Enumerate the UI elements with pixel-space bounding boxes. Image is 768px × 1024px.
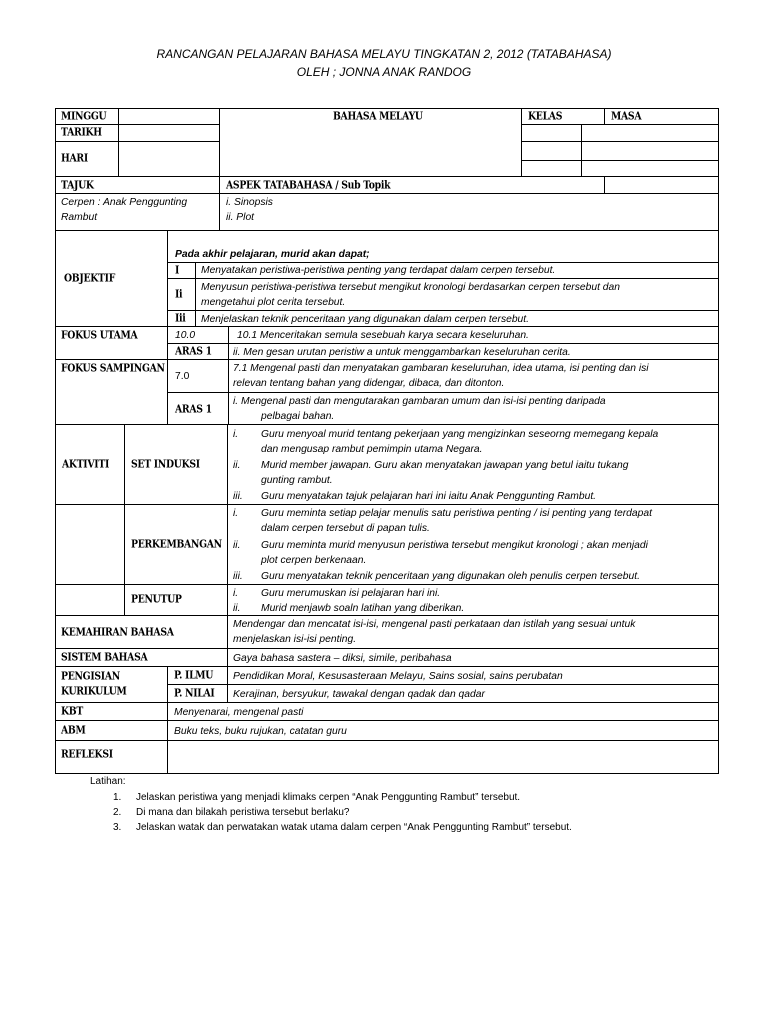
label-kbt: KBT — [61, 704, 83, 719]
latihan-num-1: 1. — [113, 792, 122, 803]
label-minggu: MINGGU — [61, 109, 107, 124]
perkembangan-2b: plot cerpen berkenaan. — [261, 555, 367, 566]
objektif-text-1: Menyatakan peristiwa-peristiwa penting yang terdapat dalam cerpen tersebut. — [201, 265, 556, 276]
label-kelas: KELAS — [528, 109, 563, 124]
fokus-utama-aras: ii. Men gesan urutan peristiw a untuk menggambarkan keseluruhan cerita. — [233, 347, 571, 358]
subtopik-1: i. Sinopsis — [226, 197, 273, 208]
label-fokus-utama: FOKUS UTAMA — [61, 328, 138, 343]
label-perkembangan: PERKEMBANGAN — [131, 537, 222, 552]
p-ilmu-value: Pendidikan Moral, Kesusasteraan Melayu, Sains sosial, sains perubatan — [233, 671, 563, 682]
label-tarikh: TARIKH — [61, 125, 102, 140]
label-aktiviti: AKTIVITI — [62, 457, 109, 472]
label-fokus-sampingan: FOKUS SAMPINGAN — [61, 361, 165, 376]
objektif-num-1: I — [175, 263, 180, 278]
penutup-1: Guru merumuskan isi pelajaran hari ini. — [261, 588, 441, 599]
penutup-num-1: i. — [233, 588, 239, 599]
fokus-sampingan-aras-1: i. Mengenal pasti dan mengutarakan gambaran umum dan isi-isi penting daripada — [233, 396, 606, 407]
tajuk-line-2: Rambut — [61, 212, 98, 223]
latihan-title: Latihan: — [90, 776, 126, 787]
perkembangan-num-1: i. — [233, 508, 239, 519]
label-objektif: OBJEKTIF — [64, 271, 115, 286]
label-masa: MASA — [611, 109, 642, 124]
kemahiran-bahasa-1: Mendengar dan mencatat isi-isi, mengenal pasti perkataan dan istilah yang sesuai untuk — [233, 619, 636, 630]
label-hari: HARI — [61, 151, 88, 166]
objektif-num-2: Ii — [175, 287, 183, 302]
p-nilai-value: Kerajinan, bersyukur, tawakal dengan qadak dan qadar — [233, 689, 485, 700]
objektif-text-2a: Menyusun peristiwa-peristiwa tersebut mengikut kronologi berdasarkan cerpen tersebut dan — [201, 282, 620, 293]
perkembangan-1b: dalam cerpen tersebut di papan tulis. — [261, 523, 430, 534]
label-sistem-bahasa: SISTEM BAHASA — [61, 650, 148, 665]
abm-value: Buku teks, buku rujukan, catatan guru — [174, 726, 347, 737]
latihan-num-2: 2. — [113, 807, 122, 818]
objektif-intro: Pada akhir pelajaran, murid akan dapat; — [175, 249, 370, 260]
objektif-text-3: Menjelaskan teknik penceritaan yang digunakan dalam cerpen tersebut. — [201, 314, 529, 325]
label-p-ilmu: P. ILMU — [174, 668, 214, 683]
set-induksi-3a: Guru menyatakan tajuk pelajaran hari ini iaitu Anak Penggunting Rambut. — [261, 491, 597, 502]
kemahiran-bahasa-2: menjelaskan isi-isi penting. — [233, 634, 357, 645]
tajuk-line-1: Cerpen : Anak Penggunting — [61, 197, 188, 208]
label-set-induksi: SET INDUKSI — [131, 457, 200, 472]
document-title: RANCANGAN PELAJARAN BAHASA MELAYU TINGKATAN 2, 2012 (TATABAHASA) — [156, 47, 612, 61]
document-author: OLEH ; JONNA ANAK RANDOG — [296, 65, 472, 79]
penutup-2: Murid menjawb soaln latihan yang diberikan. — [261, 603, 465, 614]
sistem-bahasa-value: Gaya bahasa sastera – diksi, simile, peribahasa — [233, 653, 452, 664]
set-induksi-1b: dan mengusap rambut pemimpin utama Negara. — [261, 444, 483, 455]
fokus-sampingan-line-2: relevan tentang bahan yang didengar, dibaca, dan ditonton. — [233, 378, 505, 389]
label-refleksi: REFLEKSI — [61, 747, 113, 762]
perkembangan-num-2: ii. — [233, 540, 241, 551]
label-pengisian: PENGISIAN — [61, 669, 120, 684]
set-induksi-2b: gunting rambut. — [261, 475, 333, 486]
label-kemahiran-bahasa: KEMAHIRAN BAHASA — [61, 625, 174, 640]
kbt-value: Menyenarai, mengenal pasti — [174, 707, 304, 718]
label-tajuk: TAJUK — [61, 178, 94, 193]
latihan-item-2: Di mana dan bilakah peristiwa tersebut berlaku? — [136, 807, 350, 818]
label-kurikulum: KURIKULUM — [61, 684, 127, 699]
fokus-sampingan-aras-2: pelbagai bahan. — [261, 411, 335, 422]
set-induksi-num-3: iii. — [233, 491, 243, 502]
fokus-sampingan-line-1: 7.1 Mengenal pasti dan menyatakan gambaran keseluruhan, idea utama, isi penting dan isi — [233, 363, 649, 374]
label-abm: ABM — [61, 723, 86, 738]
latihan-num-3: 3. — [113, 822, 122, 833]
set-induksi-1a: Guru menyoal murid tentang pekerjaan yang mengizinkan seseorng memegang kepala — [261, 429, 659, 440]
label-penutup: PENUTUP — [131, 592, 182, 607]
perkembangan-3a: Guru menyatakan teknik penceritaan yang digunakan oleh penulis cerpen tersebut. — [261, 571, 640, 582]
label-aras-1-b: ARAS 1 — [175, 402, 212, 417]
label-aras-1-a: ARAS 1 — [175, 344, 212, 359]
set-induksi-num-2: ii. — [233, 460, 241, 471]
label-aspek-tatabahasa: ASPEK TATABAHASA / Sub Topik — [226, 178, 391, 193]
subtopik-2: ii. Plot — [226, 212, 255, 223]
fokus-utama-code: 10.0 — [175, 330, 196, 341]
set-induksi-2a: Murid member jawapan. Guru akan menyatakan jawapan yang betul iaitu tukang — [261, 460, 629, 471]
fokus-utama-text: 10.1 Menceritakan semula sesebuah karya secara keseluruhan. — [237, 330, 529, 341]
label-p-nilai: P. NILAI — [174, 686, 215, 701]
objektif-text-2b: mengetahui plot cerita tersebut. — [201, 297, 346, 308]
perkembangan-1a: Guru meminta setiap pelajar menulis satu peristiwa penting / isi penting yang terdapat — [261, 508, 652, 519]
latihan-item-1: Jelaskan peristiwa yang menjadi klimaks cerpen “Anak Penggunting Rambut” tersebut. — [136, 792, 521, 803]
latihan-item-3: Jelaskan watak dan perwatakan watak utama dalam cerpen “Anak Penggunting Rambut” tersebut. — [136, 822, 572, 833]
perkembangan-num-3: iii. — [233, 571, 243, 582]
objektif-num-3: Iii — [175, 311, 186, 326]
label-bahasa-melayu: BAHASA MELAYU — [333, 109, 423, 124]
fokus-sampingan-code: 7.0 — [175, 371, 190, 382]
set-induksi-num-1: i. — [233, 429, 239, 440]
penutup-num-2: ii. — [233, 603, 241, 614]
perkembangan-2a: Guru meminta murid menyusun peristiwa tersebut mengikut kronologi ; akan menjadi — [261, 540, 648, 551]
